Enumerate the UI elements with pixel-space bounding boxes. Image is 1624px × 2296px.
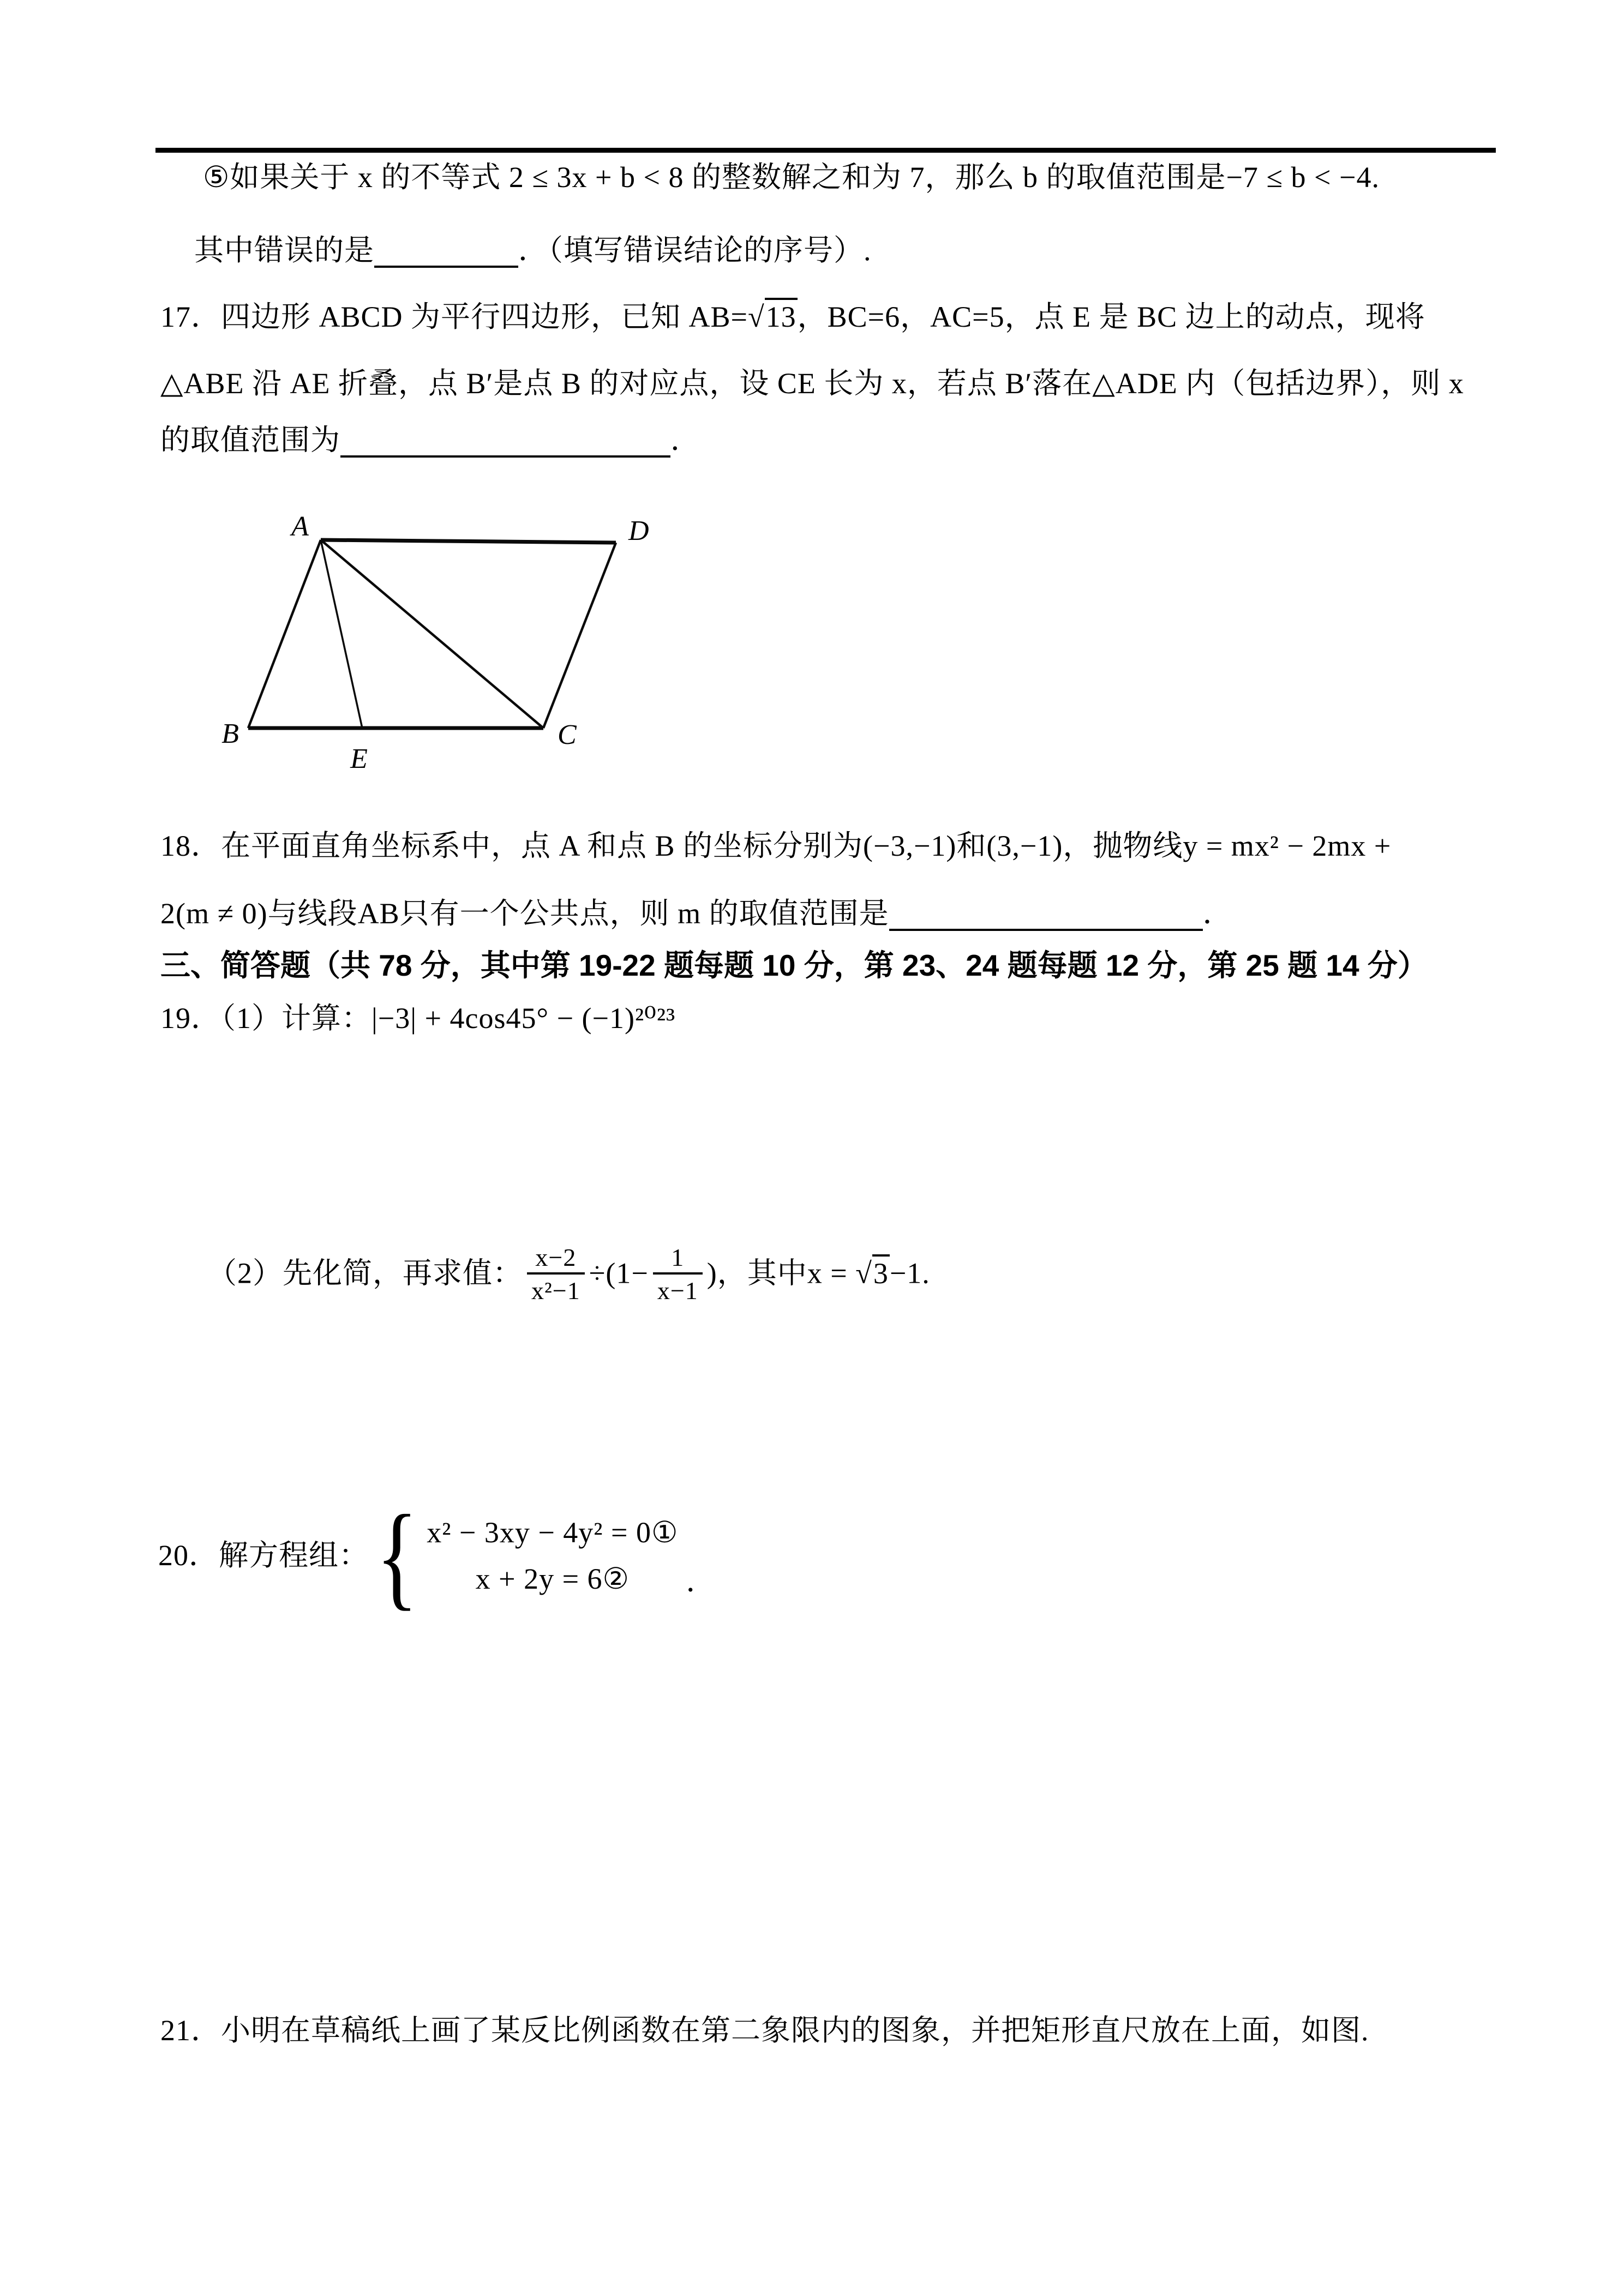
q19-part2: [207, 1245, 930, 1308]
fraction: [527, 1242, 585, 1306]
figure-edge-ad: [321, 540, 616, 543]
figure-edge-ab: [248, 540, 321, 728]
figure-label-a: A: [291, 511, 309, 542]
q20-equation-1: x² − 3xy − 4y² = 0①: [427, 1516, 679, 1549]
q20-period: ．: [686, 1565, 716, 1598]
q17-line1-post: ，BC=6，AC=5，点 E 是 BC 边上的动点，现将: [797, 300, 1425, 333]
q17-sqrt13-radicand: 13: [765, 298, 798, 333]
q17-line2: [160, 368, 1464, 400]
equation-system: [427, 1517, 678, 1596]
q17-line2-text: △ABE 沿 AE 折叠，点 B′是点 B 的对应点，设 CE 长为 x，若点 B′落在△ADE 内（包括边界），则 x: [160, 367, 1464, 400]
system-brace: {: [376, 1490, 419, 1621]
figure-label-e: E: [350, 743, 368, 769]
q17-line3-prefix: 的取值范围为: [160, 424, 340, 456]
q18-line2-prefix: 2(m ≠ 0)与线段AB只有一个公共点，则 m 的取值范围是: [160, 897, 889, 930]
q18-line2-suffix: ．: [1202, 897, 1233, 930]
q20-block: [158, 1490, 716, 1621]
q18-line1: [160, 830, 1391, 862]
page-top-divider: [155, 148, 1496, 153]
section3-heading-text: 三、简答题（共 78 分，其中第 19-22 题每题 10 分，第 23、24 题每题 12 分，第 25 题 14 分）: [160, 948, 1428, 982]
q19-part1-text: 19．（1）计算：|−3| + 4cos45° − (−1)²⁰²³: [160, 1002, 676, 1035]
item16-followup-line: [194, 235, 872, 267]
figure-diagonal-ac: [321, 540, 543, 728]
q19-part1: [160, 1002, 675, 1035]
answer-blank: [340, 426, 670, 458]
section3-heading: [160, 949, 1428, 982]
q17-line3-suffix: ．: [670, 424, 700, 456]
item16-statement5-text: ⑤如果关于 x 的不等式 2 ≤ 3x + b < 8 的整数解之和为 7，那么 b 的取值范围是−7 ≤ b < −4.: [203, 161, 1380, 194]
item16-followup-prefix: 其中错误的是: [194, 234, 374, 267]
q18-line1-text: 18．在平面直角坐标系中，点 A 和点 B 的坐标分别为(−3,−1)和(3,−1)，抛物线y = mx² − 2mx +: [160, 830, 1392, 862]
answer-blank: [374, 236, 518, 268]
q20-equation-2: x + 2y = 6②: [475, 1562, 630, 1595]
q17-line1: [160, 301, 1425, 333]
answer-blank: [889, 899, 1203, 931]
q21-line: [160, 2015, 1369, 2047]
figure-edge-dc: [543, 543, 616, 728]
fraction-denominator: x²−1: [527, 1272, 585, 1306]
q17-line1-pre: 17．四边形 ABCD 为平行四边形，已知 AB=√: [160, 300, 765, 333]
fraction: [653, 1242, 703, 1306]
q19-part2-mid: )，其中x = √: [706, 1257, 872, 1290]
figure-label-d: D: [628, 515, 649, 546]
item16-statement5: [203, 161, 1380, 194]
q19-part2-suffix: −1.: [889, 1257, 930, 1290]
q19-sqrt3-radicand: 3: [872, 1254, 890, 1290]
item16-followup-suffix: ．（填写错误结论的序号）.: [518, 234, 872, 267]
figure-label-c: C: [558, 719, 577, 750]
q17-line3: [160, 424, 700, 456]
fraction-numerator: 1: [671, 1243, 685, 1271]
fraction-numerator: x−2: [535, 1243, 577, 1271]
q19-part2-prefix: （2）先化简，再求值：: [207, 1257, 523, 1290]
q20-prefix: 20．解方程组：: [158, 1539, 369, 1572]
fraction-denominator: x−1: [653, 1272, 703, 1306]
q17-parallelogram-figure: [218, 507, 655, 769]
q18-line2: [160, 898, 1233, 930]
figure-label-b: B: [221, 718, 239, 749]
q19-divide-op: ÷(1−: [589, 1257, 649, 1290]
q21-text: 21．小明在草稿纸上画了某反比例函数在第二象限内的图象，并把矩形直尺放在上面，如图.: [160, 2014, 1369, 2047]
